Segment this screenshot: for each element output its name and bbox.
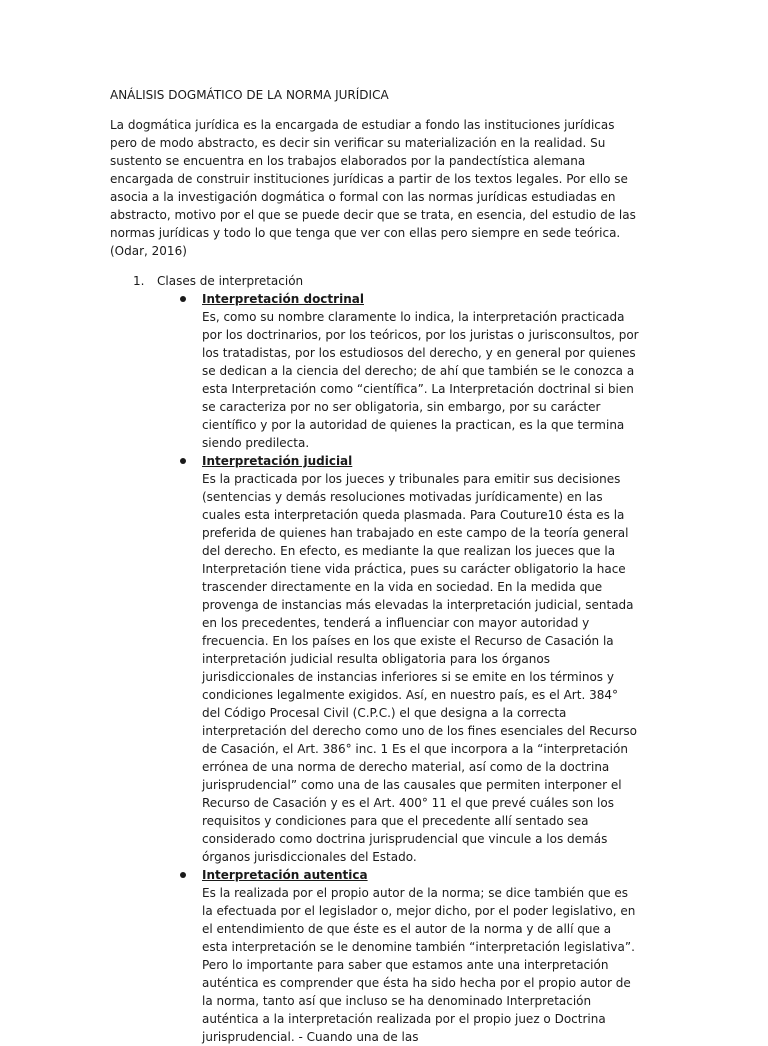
- bullet-item-doctrinal: [110, 290, 640, 452]
- bullet-item-judicial: [110, 452, 640, 866]
- bullet-item-autentica: [110, 866, 640, 1046]
- list-label: Clases de interpretación: [157, 274, 304, 288]
- bullet-body: Es la practicada por los jueces y tribunales para emitir sus decisiones (sentencias y demás resoluciones motivadas jurídicamente) en las cuales esta interpretación queda plasmada. Para Couture10 ésta es la preferida de quienes han trabajado en este campo de la teoría general del derecho. En efecto, es mediante la que realizan los jueces que la Interpretación tiene vida práctica, pues su carácter obligatorio la hace trascender directamente en la vida en sociedad. En la medida que provenga de instancias más elevadas la interpretación judicial, sentada en los precedentes, tenderá a influenciar con mayor autoridad y frecuencia. En los países en los que existe el Recurso de Casación la interpretación judicial resulta obligatoria para los órganos jurisdiccionales de instancias inferiores si se emite en los términos y condiciones legalmente exigidos. Así, en nuestro país, es el Art. 384° del Código Procesal Civil (C.P.C.) el que designa a la correcta interpretación del derecho como uno de los fines esenciales del Recurso de Casación, el Art. 386° inc. 1 Es el que incorpora a la “interpretación errónea de una norma de derecho material, así como de la doctrina jurisprudencial” como una de las causales que permiten interponer el Recurso de Casación y es el Art. 400° 11 el que prevé cuáles son los requisitos y condiciones para que el precedente allí sentado sea considerado como doctrina jurisprudencial que vincule a los demás órganos jurisdiccionales del Estado.: [202, 472, 638, 864]
- bullet-body: Es la realizada por el propio autor de la norma; se dice también que es la efectuada por el legislador o, mejor dicho, por el poder legislativo, en el entendimiento de que éste es el autor de la norma y de allí que a esta interpretación se le denomine también “interpretación legislativa”. Pero lo importante para saber que estamos ante una interpretación auténtica es comprender que ésta ha sido hecha por el propio autor de la norma, tanto así que incluso se ha denominado Interpretación auténtica a la interpretación realizada por el propio juez o Doctrina jurisprudencial. - Cuando una de las: [202, 886, 636, 1044]
- bullet-heading: Interpretación autentica: [202, 868, 368, 882]
- bullet-icon: [180, 872, 186, 878]
- bullet-list: [110, 290, 640, 1046]
- document-title: ANÁLISIS DOGMÁTICO DE LA NORMA JURÍDICA: [110, 88, 389, 102]
- bullet-icon: [180, 458, 186, 464]
- document-page: [110, 86, 640, 1046]
- list-number: 1.: [133, 274, 145, 288]
- intro-paragraph: La dogmática jurídica es la encargada de estudiar a fondo las instituciones jurídicas pero de modo abstracto, es decir sin verificar su materialización en la realidad. Su sustento se encuentra en los trabajos elaborados por la pandectística alemana encargada de construir instituciones jurídicas a partir de los textos legales. Por ello se asocia a la investigación dogmática o formal con las normas jurídicas estudiadas en abstracto, motivo por el que se puede decir que se trata, en esencia, del estudio de las normas jurídicas y todo lo que tenga que ver con ellas pero siempre en sede teórica. (Odar, 2016): [110, 118, 636, 258]
- bullet-heading: Interpretación doctrinal: [202, 292, 364, 306]
- bullet-heading: Interpretación judicial: [202, 454, 353, 468]
- numbered-list-item: [110, 272, 640, 1046]
- bullet-body: Es, como su nombre claramente lo indica, la interpretación practicada por los doctrinarios, por los teóricos, por los juristas o jurisconsultos, por los tratadistas, por los estudiosos del derecho, y en general por quienes se dedican a la ciencia del derecho; de ahí que también se le conozca a esta Interpretación como “científica”. La Interpretación doctrinal si bien se caracteriza por no ser obligatoria, sin embargo, por su carácter científico y por la autoridad de quienes la practican, es la que termina siendo predilecta.: [202, 310, 639, 450]
- bullet-icon: [180, 296, 186, 302]
